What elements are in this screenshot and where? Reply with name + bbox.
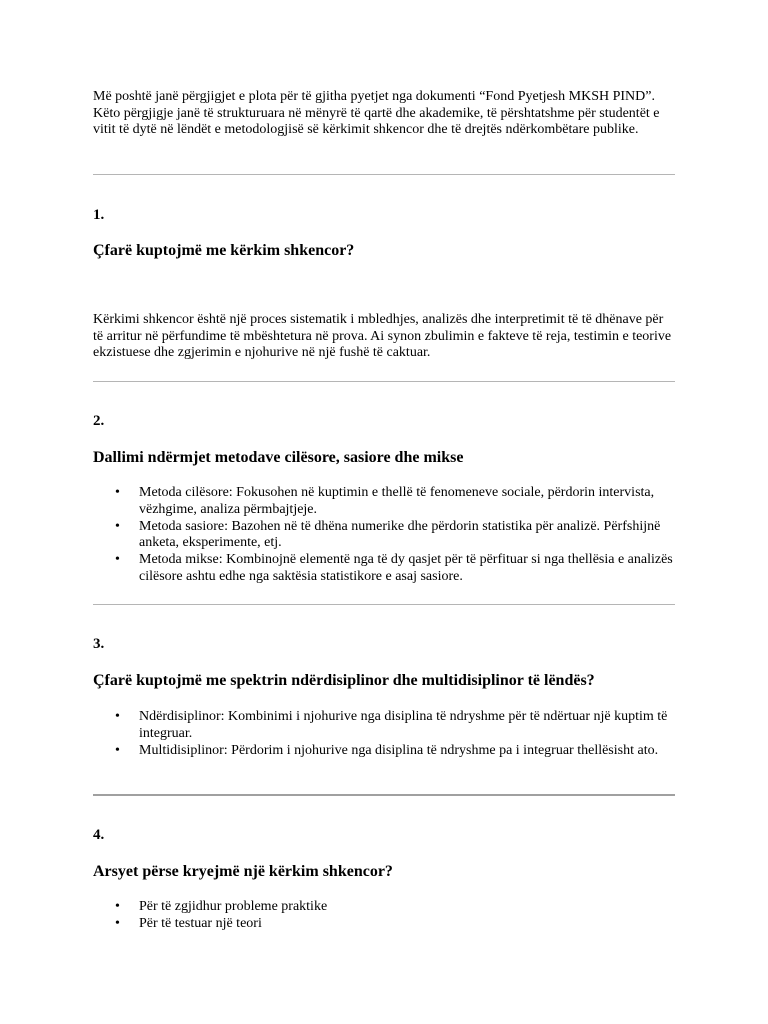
section-divider bbox=[93, 794, 675, 796]
list-item-text: Metoda cilësore: Fokusohen në kuptimin e thellë të fenomeneve sociale, përdorin intervista, vëzhgime, analiza përmbajtjeje. bbox=[139, 485, 655, 517]
list-item bbox=[93, 709, 675, 743]
question-title: Çfarë kuptojmë me kërkim shkencor? bbox=[93, 242, 355, 259]
list-item-text: Metoda sasiore: Bazohen në të dhëna numerike dhe përdorin statistika për analizë. Përfshijnë anketa, eksperimente, etj. bbox=[139, 518, 661, 551]
list-item-text: Për të testuar një teori bbox=[139, 915, 262, 931]
question-title: Dallimi ndërmjet metodave cilësore, sasiore dhe mikse bbox=[93, 449, 464, 466]
question-title: Arsyet përse kryejmë një kërkim shkencor? bbox=[93, 863, 393, 880]
question-number: 1. bbox=[93, 207, 105, 223]
section-divider bbox=[93, 604, 675, 605]
list-item-text: Ndërdisiplinor: Kombinimi i njohurive nga disiplina të ndryshme për të ndërtuar një kuptim të integruar. bbox=[139, 709, 668, 741]
section-divider bbox=[93, 381, 675, 382]
bullet-list bbox=[93, 709, 675, 759]
list-item-text: Metoda mikse: Kombinojnë elementë nga të dy qasjet për të përfituar si nga thellësia e analizës cilësore ashtu edhe nga saktësia statistikore e asaj sasiore. bbox=[139, 552, 673, 584]
question-number: 3. bbox=[93, 636, 105, 652]
list-item bbox=[93, 485, 675, 519]
intro-paragraph: Më poshtë janë përgjigjet e plota për të gjitha pyetjet nga dokumenti “Fond Pyetjesh MKSH PIND”. Këto përgjigje janë të strukturuara në mënyrë të qartë dhe akademike, të përshtatshme për studentët e vitit të dytë në lëndët e metodologjisë së kërkimit shkencor dhe të drejtës ndërkombëtare publike. bbox=[93, 89, 660, 137]
list-item bbox=[93, 552, 675, 586]
list-item bbox=[93, 743, 675, 760]
bullet-list bbox=[93, 485, 675, 586]
list-item bbox=[93, 899, 675, 916]
bullet-icon: • bbox=[115, 742, 120, 758]
bullet-icon: • bbox=[115, 485, 120, 500]
list-item bbox=[93, 916, 675, 933]
answer-paragraph: Kërkimi shkencor është një proces sistematik i mbledhjes, analizës dhe interpretimit të të dhënave për të arritur në përfundime të mbështetura në prova. Ai synon zbulimin e fakteve të reja, testimin e teorive ekzistuese dhe zgjerimin e njohurive në një fushë të caktuar. bbox=[93, 312, 672, 360]
list-item bbox=[93, 519, 675, 553]
list-item-text: Multidisiplinor: Përdorim i njohurive nga disiplina të ndryshme pa i integruar thellësisht ato. bbox=[139, 742, 659, 758]
question-number: 4. bbox=[93, 827, 105, 843]
bullet-icon: • bbox=[115, 915, 120, 931]
question-number: 2. bbox=[93, 413, 105, 429]
bullet-icon: • bbox=[115, 552, 120, 568]
question-title: Çfarë kuptojmë me spektrin ndërdisiplinor dhe multidisiplinor të lëndës? bbox=[93, 672, 595, 689]
bullet-list bbox=[93, 899, 675, 933]
bullet-icon: • bbox=[115, 709, 120, 724]
bullet-icon: • bbox=[115, 899, 120, 914]
bullet-icon: • bbox=[115, 518, 120, 534]
list-item-text: Për të zgjidhur probleme praktike bbox=[139, 899, 328, 914]
section-divider bbox=[93, 174, 675, 175]
